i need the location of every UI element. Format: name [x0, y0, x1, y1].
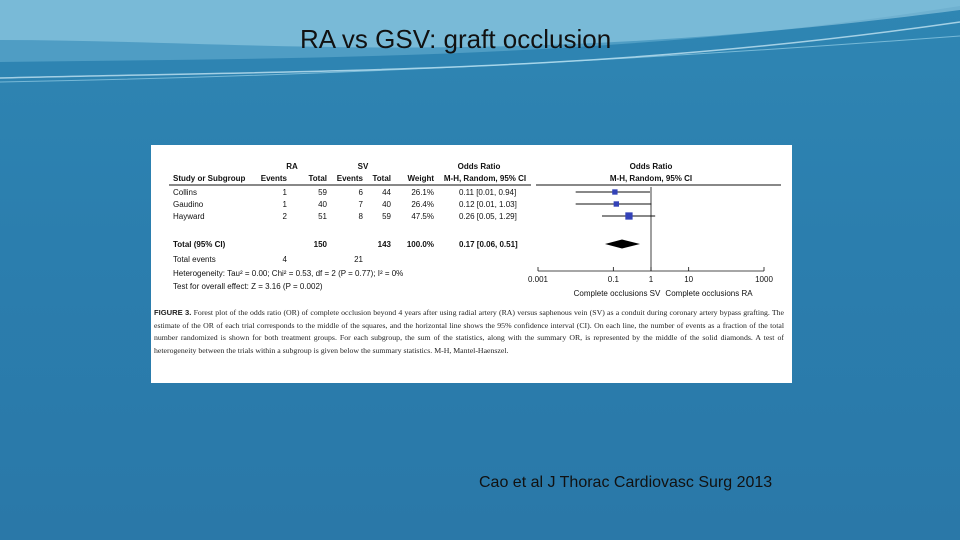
total-events-label: Total events [173, 255, 216, 264]
or-ci-cell: 0.26 [0.05, 1.29] [459, 212, 517, 221]
weight-cell: 47.5% [411, 212, 434, 221]
study-square [612, 189, 617, 194]
citation: Cao et al J Thorac Cardiovasc Surg 2013 [479, 474, 773, 491]
overall-effect-text: Test for overall effect: Z = 3.16 (P = 0.002) [173, 282, 323, 291]
header-study: Study or Subgroup [173, 174, 246, 183]
study-name: Hayward [173, 212, 205, 221]
weight-cell: 26.1% [411, 188, 434, 197]
ra-total-cell: 59 [318, 188, 327, 197]
header-plot-title: Odds Ratio [629, 162, 673, 171]
x-tick-label: 0.001 [527, 275, 549, 284]
forest-plot-figure [151, 145, 792, 383]
favours-left-label: Complete occlusions SV [573, 289, 661, 298]
total-sv-total: 143 [377, 240, 391, 249]
x-tick-label: 10 [684, 275, 694, 284]
study-name: Gaudino [173, 200, 204, 209]
sv-events-cell: 8 [358, 212, 363, 221]
heterogeneity-text: Heterogeneity: Tau² = 0.00; Chi² = 0.53, df = 2 (P = 0.77); I² = 0% [173, 269, 404, 278]
study-name: Collins [173, 188, 198, 197]
header-group-sv: SV [357, 162, 369, 171]
ra-events-cell: 2 [282, 212, 287, 221]
ra-events-cell: 1 [282, 188, 287, 197]
header-ra-events: Events [260, 174, 287, 183]
header-weight: Weight [407, 174, 434, 183]
total-weight: 100.0% [406, 240, 434, 249]
forest-plot [151, 145, 792, 305]
figure-caption [154, 307, 784, 357]
header-or-title: Odds Ratio [457, 162, 501, 171]
caption-lead: FIGURE 3. [154, 308, 192, 317]
ra-total-cell: 51 [318, 212, 327, 221]
header-sv-total: Total [372, 174, 391, 183]
total-or-text: 0.17 [0.06, 0.51] [459, 240, 518, 249]
header-group-ra: RA [286, 162, 298, 171]
caption-text: Forest plot of the odds ratio (OR) of complete occlusion beyond 4 years after using radial artery (RA) versus saphenous vein (SV) as a conduit during coronary artery bypass grafting. The estimate of the OR of each trial corresponds to the middle of the squares, and the horizontal line shows the 95% confidence interval (CI). On each line, the number of events as a fraction of the total number randomized is shown for both treatment groups. For each subgroup, the sum of the statistics, along with the summary OR, is represented by the middle of the solid diamonds. A test of heterogeneity between the trials within a subgroup is given below the summary statistics. M-H, Mantel-Haenszel. [154, 308, 784, 355]
header-sv-events: Events [336, 174, 363, 183]
sv-total-cell: 40 [382, 200, 391, 209]
total-events-sv: 21 [354, 255, 363, 264]
ra-total-cell: 40 [318, 200, 327, 209]
weight-cell: 26.4% [411, 200, 434, 209]
header-or-method: M-H, Random, 95% CI [443, 174, 527, 183]
or-ci-cell: 0.11 [0.01, 0.94] [459, 188, 517, 197]
slide-title: RA vs GSV: graft occlusion [300, 24, 612, 54]
sv-total-cell: 59 [382, 212, 391, 221]
x-tick-label: 1 [648, 275, 654, 284]
x-tick-label: 1000 [755, 275, 773, 284]
ra-events-cell: 1 [282, 200, 287, 209]
or-ci-cell: 0.12 [0.01, 1.03] [459, 200, 517, 209]
header-plot-method: M-H, Random, 95% CI [609, 174, 693, 183]
sv-total-cell: 44 [382, 188, 391, 197]
x-tick-label: 0.1 [607, 275, 619, 284]
sv-events-cell: 6 [358, 188, 363, 197]
total-label: Total (95% CI) [173, 240, 226, 249]
sv-events-cell: 7 [358, 200, 363, 209]
study-square [614, 201, 619, 206]
header-ra-total: Total [308, 174, 327, 183]
study-square [625, 212, 632, 219]
summary-diamond [605, 240, 640, 249]
total-events-ra: 4 [282, 255, 287, 264]
total-ra-total: 150 [313, 240, 327, 249]
favours-right-label: Complete occlusions RA [665, 289, 753, 298]
